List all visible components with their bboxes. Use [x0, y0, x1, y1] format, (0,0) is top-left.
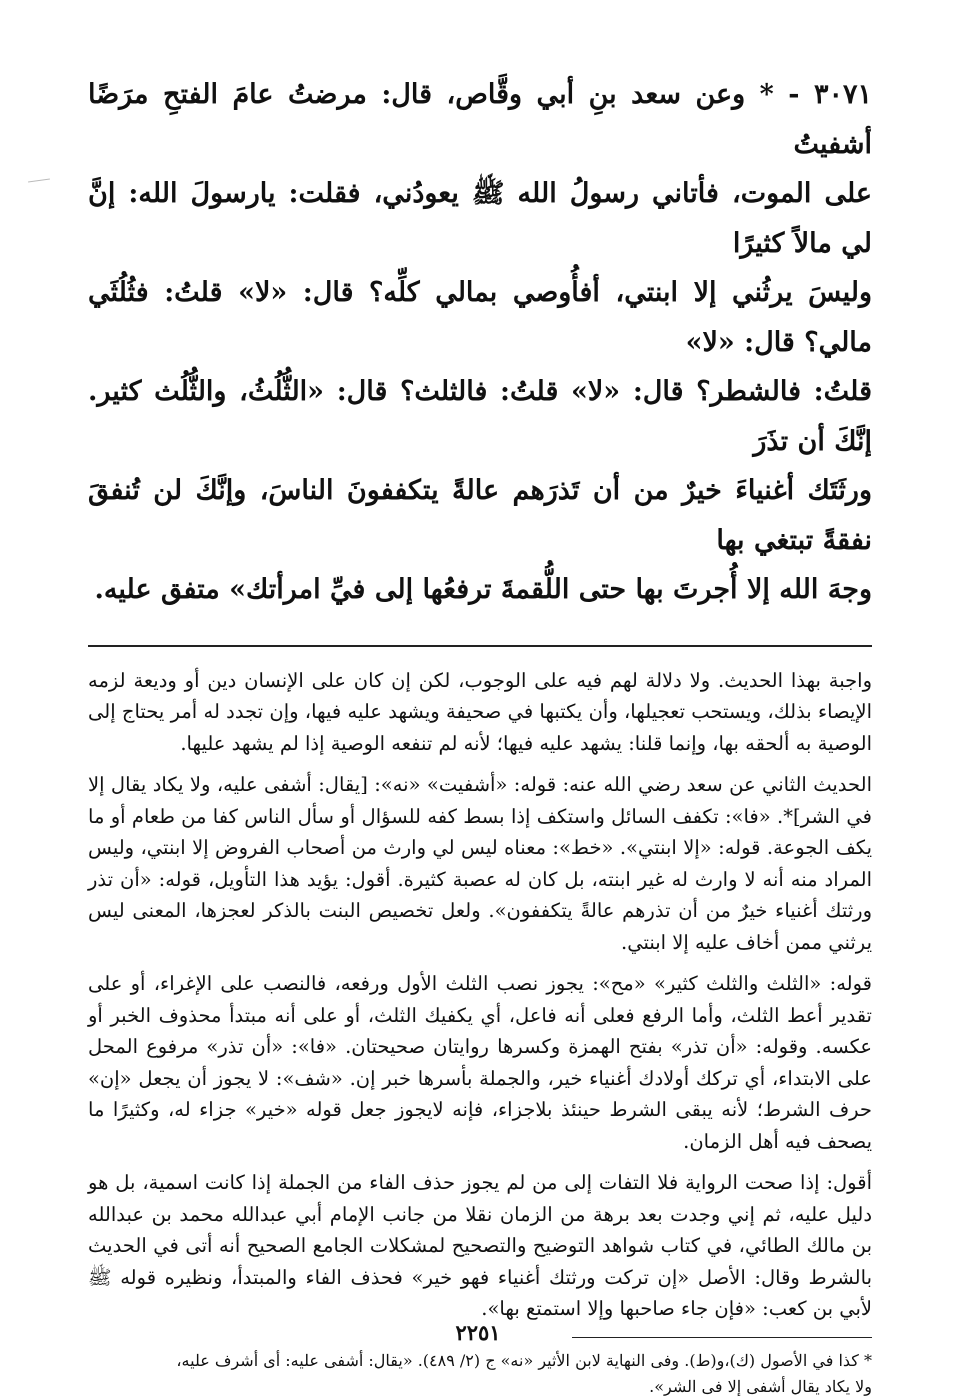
commentary-paragraph: [88, 665, 872, 760]
hadith-line: وليسَ يرثُني إلا ابنتي، أفأُوصي بمالي كلِّه؟ قال: «لا» قلتُ: فثُلُثَي مالي؟ قال: «لا»: [88, 277, 872, 358]
commentary: [88, 665, 872, 1325]
hadith-line: على الموت، فأتاني رسولُ الله ﷺ يعودُني، فقلت: يارسولَ الله: إنَّ لي مالاً كثيرًا: [88, 178, 872, 259]
page-number: ٢٢٥١: [455, 1320, 501, 1345]
footnote-line: ولا يكاد يقال أشفى إلا فى الشر».: [649, 1376, 872, 1396]
commentary-line: كفا من طعام أو ما يكف الجوعة. قوله: «إلا ابنتي». «خط»: معناه ليس لي وارث من: [88, 804, 873, 859]
commentary-line: اسمية، بل هو دليل عليه، ثم إني وجدت بعد برهة من الزمان نقلا من جانب الإمام أبي: [88, 1171, 872, 1226]
commentary-line: جعل قوله «خير» جزاء له، وكثيرًا ما يصحف فيه أهل الزمان.: [88, 1098, 872, 1153]
footnote-line: * كذا في الأصول (ك)،و(ط). وفى النهاية لابن الأثير «نه» ج (٢/ ٤٨٩). «يقال: أشفى عليه: أى أشرف عليه،: [176, 1350, 872, 1370]
commentary-line: فحذف الفاء والمبتدأ، ونظيره قوله ﷺ لأبي بن كعب: «فإن جاء صاحبها وإلا استمتع بها».: [88, 1265, 872, 1320]
commentary-line: لم يشهد عليها.: [180, 731, 299, 755]
commentary-line: أقول: إذا صحت الرواية فلا التفات إلى من لم يجوز حذف الفاء من الجملة إذا كانت: [198, 1171, 872, 1194]
commentary-line: «شف»: لا يجوز أن يجعل «إن» حرف الشرط؛ لأنه يبقى الشرط حينئذ بلاجزاء، فإنه لايجوز: [88, 1066, 872, 1121]
commentary-line: كثيرة. أقول: يؤيد هذا التأويل، قوله: «أن تذر ورثتك أغنياء خيرٌ من أن تذرهم عالةً يتكففون».: [88, 867, 872, 922]
commentary-line: أصحاب الفروض إلا ابنتي، وليس المراد منه أنه لا وارث له غير ابنته، بل كان له عصبة: [88, 836, 873, 891]
page-body: [88, 70, 872, 1400]
commentary-line: واجبة بهذا الحديث. ولا دلالة لهم فيه على الوجوب، لكن إن كان على الإنسان دين أو وديعة: [125, 668, 872, 692]
commentary-line: أو على تقدير أعط الثلث، وأما الرفع فعلى أنه فاعل، أي يكفيك الثلث، أو على أنه مبتدأ: [88, 972, 872, 1027]
commentary-line: محذوف الخبر أو عكسه. وقوله: «أن تذر» بفتح الهمزة وكسرها روايتان صحيحتان. «فا»: «أن: [88, 1003, 872, 1058]
commentary-line: ولعل تخصيص البنت بالذكر لعجزها، المعنى ليس يرثني ممن أخاف عليه إلا ابنتي.: [88, 899, 872, 954]
hadith-line: قلتُ: فالشطر؟ قال: «لا» قلتُ: فالثلث؟ قال: «الثُّلُثُ، والثُّلُث كثير. إنَّكَ أن تذَرَ: [88, 376, 872, 457]
commentary-line: الحديث الثاني عن سعد رضي الله عنه: قوله: «أشفيت» «نه»: [يقال: أشفى عليه، ولا: [183, 773, 872, 796]
main-divider: [88, 645, 872, 647]
commentary-line: عبدالله محمد بن عبدالله بن مالك الطائي، في كتاب شواهد التوضيح والتصحيح لمشكلات: [88, 1202, 872, 1257]
commentary-line: لزمه الإيصاء بذلك، ويستحب تعجيلها، وأن يكتبها في صحيفة ويشهد عليه فيها، وإن تجدد: [88, 668, 872, 723]
commentary-line: له أمر يحتاج إلى الوصية به ألحقه بها، وإنما قلنا: يشهد عليه فيها؛ لأنه لم تنفعه الوصية إذا: [88, 700, 872, 755]
hadith-line: ٣٠٧١ - * وعن سعد بنِ أبي وقَّاص، قال: مرضتُ عامَ الفتحِ مرَضًا أشفيتُ: [88, 79, 872, 160]
commentary-line: الجامع الصحيح أنه أتى في الحديث بالشرط وقال: الأصل «إن تركت ورثتك أغنياء فهو خير»: [88, 1234, 872, 1289]
hadith-text: [88, 70, 872, 615]
commentary-paragraph: [88, 769, 872, 958]
margin-mark: [28, 178, 50, 182]
commentary-paragraph: [88, 968, 872, 1157]
commentary-paragraph: [88, 1167, 872, 1325]
commentary-line: قوله: «الثلث والثلث كثير» «مح»: يجوز نصب الثلث الأول ورفعه، فالنصب على الإغراء،: [145, 972, 872, 995]
hadith-line: وجهَ الله إلا أُجرتَ بها حتى اللُّقمةَ ترفعُها إلى فيِّ امرأتك» متفق عليه.: [94, 574, 872, 605]
hadith-line: ورثَتَك أغنياءَ خيرٌ من أن تَذرَهم عالةً يتكففونَ الناسَ، وإنَّكَ لن تُنفقَ نفقةً تبتغي بها: [88, 475, 872, 556]
commentary-line: تذر» مرفوع المحل على الابتداء، أي تركك أولادك أغنياء خير، والجملة بأسرها خبر إن.: [88, 1035, 872, 1090]
commentary-line: يكاد يقال إلا في الشر]*. «فا»: تكفف السائل واستكف إذا بسط كفه للسؤال أو سأل الناس: [88, 773, 872, 828]
